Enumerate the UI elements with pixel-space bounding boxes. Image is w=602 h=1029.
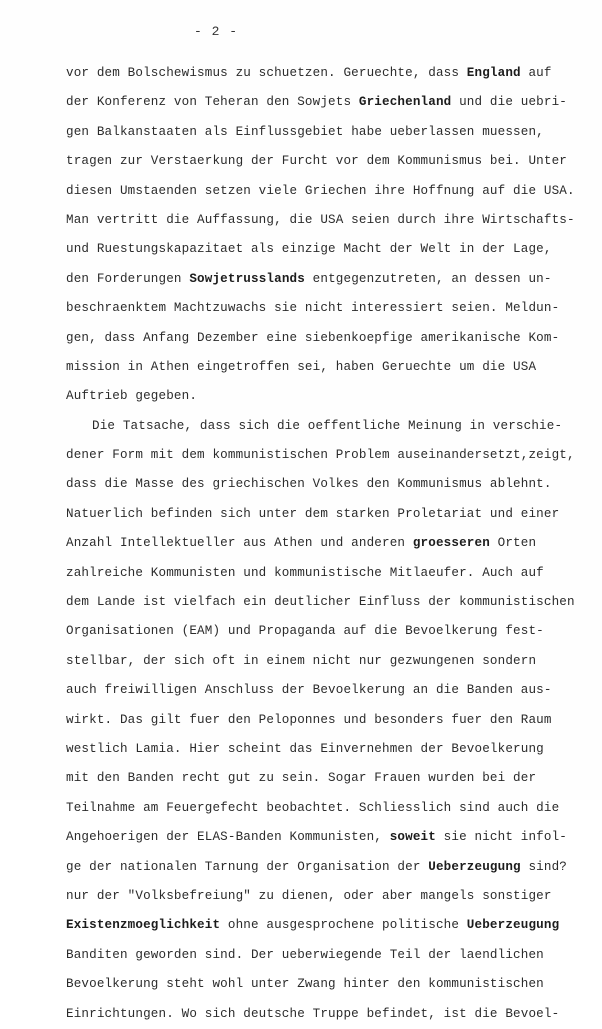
text-segment: nur der "Volksbefreiung" zu dienen, oder aber mangels sonstiger: [66, 888, 552, 903]
text-line: [66, 911, 596, 940]
text-segment: mit den Banden recht gut zu sein. Sogar Frauen wurden bei der: [66, 771, 537, 786]
text-line: [66, 118, 596, 147]
text-line: [66, 412, 596, 441]
text-segment: der Konferenz von Teheran den Sowjets: [66, 95, 359, 110]
text-segment: Organisationen (EAM) und Propaganda auf die Bevoelkerung fest-: [66, 624, 544, 639]
text-segment: tragen zur Verstaerkung der Furcht vor dem Kommunismus bei. Unter: [66, 154, 567, 169]
text-line: [66, 441, 596, 470]
emphasized-word: Ueberzeugung: [428, 859, 521, 874]
text-line: [66, 823, 596, 852]
emphasized-word: Griechenland: [358, 95, 452, 110]
text-line: [66, 617, 596, 646]
text-line: [66, 559, 596, 588]
text-line: [66, 353, 596, 382]
text-line: [66, 235, 596, 264]
text-line: [66, 59, 596, 88]
emphasized-word: Ueberzeugung: [466, 918, 560, 933]
text-line: [66, 382, 596, 411]
text-line: [66, 853, 596, 882]
text-segment: stellbar, der sich oft in einem nicht nur gezwungenen sondern: [66, 653, 537, 668]
text-segment: ge der nationalen Tarnung der Organisation der: [66, 859, 429, 874]
text-line: [66, 588, 596, 617]
text-line: [66, 735, 596, 764]
text-line: [66, 970, 596, 999]
text-segment: habe ueberlassen muessen,: [343, 124, 544, 139]
emphasized-word: groesseren: [412, 536, 490, 551]
text-line: [66, 647, 596, 676]
text-line: [66, 529, 596, 558]
text-segment: Angehoerigen der ELAS-Banden Kommunisten,: [66, 830, 390, 845]
text-line: [66, 941, 596, 970]
text-segment: entgegenzutreten, an dessen un-: [304, 271, 552, 286]
text-line: [66, 500, 596, 529]
text-segment: westlich Lamia. Hier scheint das Einvernehmen der Bevoelkerung: [66, 741, 544, 756]
text-line: [66, 676, 596, 705]
page-number: - 2 -: [194, 24, 239, 39]
text-segment: Auftrieb gegeben.: [66, 389, 198, 404]
text-segment: wirkt. Das gilt fuer den Peloponnes und besonders fuer den Raum: [66, 712, 552, 727]
emphasized-word: England: [466, 66, 521, 80]
text-line: [66, 882, 596, 911]
text-segment: mission in Athen eingetroffen sei, haben Geruechte um die USA: [66, 359, 537, 374]
text-line: [66, 794, 596, 823]
text-segment: vor dem Bolschewismus zu schuetzen. Geruechte, dass: [66, 66, 467, 80]
text-segment: gen Balkanstaaten als Einflussgebiet: [66, 124, 344, 139]
text-segment: den Forderungen: [66, 271, 190, 286]
text-segment: diesen Umstaenden setzen viele Griechen ihre Hoffnung auf die USA.: [66, 183, 575, 198]
text-segment: dem Lande ist vielfach ein deutlicher Einfluss der kommunistischen: [66, 595, 575, 610]
text-line: [66, 706, 596, 735]
text-segment: beschraenktem Machtzuwachs sie nicht interessiert seien. Meldun-: [66, 301, 560, 316]
emphasized-word: Existenzmoeglichkeit: [66, 918, 221, 933]
text-line: [66, 294, 596, 323]
text-segment: auf: [520, 66, 552, 80]
text-segment: Teilnahme am Feuergefecht beobachtet. Schliesslich sind auch die: [66, 800, 560, 815]
text-segment: sind?: [520, 859, 568, 874]
text-segment: Banditen geworden sind. Der ueberwiegende Teil der laendlichen: [66, 947, 544, 962]
body-text: [66, 59, 596, 1029]
text-segment: sie nicht infol-: [435, 830, 567, 845]
text-line: [66, 177, 596, 206]
text-line: [66, 324, 596, 353]
text-line: [66, 206, 596, 235]
text-segment: Bevoelkerung steht wohl unter Zwang hinter den kommunistischen: [66, 977, 544, 992]
text-line: [66, 265, 596, 294]
text-line: [66, 1000, 596, 1029]
emphasized-word: soweit: [389, 830, 436, 845]
text-segment: auch freiwilligen Anschluss der Bevoelkerung an die Banden aus-: [66, 683, 552, 698]
text-line: [66, 88, 596, 117]
text-segment: dass die Masse des griechischen Volkes den Kommunismus ablehnt.: [66, 477, 552, 492]
text-segment: dener Form mit dem kommunistischen Problem auseinandersetzt,zeigt,: [66, 448, 575, 463]
text-segment: Anzahl Intellektueller aus Athen und anderen: [66, 536, 413, 551]
text-segment: Natuerlich befinden sich unter dem starken Proletariat und einer: [66, 506, 560, 521]
text-line: [66, 764, 596, 793]
text-segment: ohne ausgesprochene politische: [220, 918, 467, 933]
text-line: [66, 470, 596, 499]
text-segment: und Ruestungskapazitaet als einzige Macht der Welt in der Lage,: [66, 242, 552, 257]
text-line: [66, 147, 596, 176]
text-segment: Man vertritt die Auffassung, die USA seien durch ihre Wirtschafts-: [66, 212, 575, 227]
text-segment: Orten: [489, 536, 537, 551]
text-segment: und die uebri-: [451, 95, 568, 110]
text-segment: Einrichtungen. Wo sich deutsche Truppe befindet, ist die Bevoel-: [66, 1006, 560, 1021]
text-segment: zahlreiche Kommunisten und kommunistische Mitlaeufer. Auch auf: [66, 565, 544, 580]
text-segment: Die Tatsache, dass sich die oeffentliche Meinung in verschie-: [92, 418, 563, 433]
text-segment: gen, dass Anfang Dezember eine siebenkoepfige amerikanische Kom-: [66, 330, 560, 345]
emphasized-word: Sowjetrusslands: [189, 271, 305, 286]
